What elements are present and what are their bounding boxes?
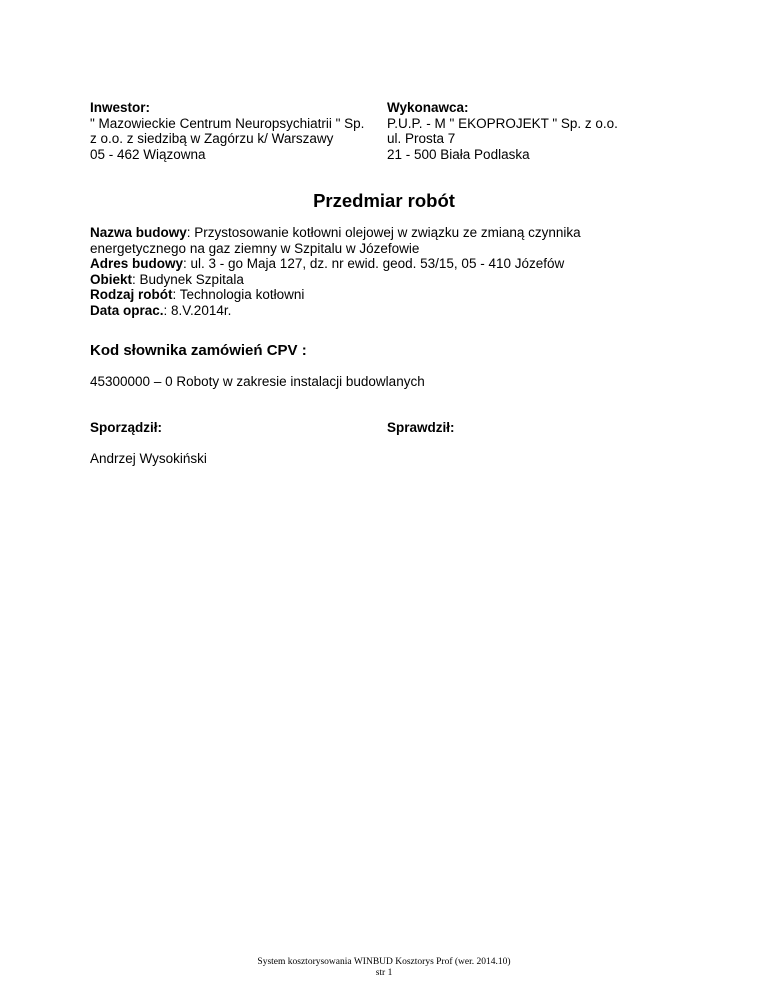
investor-label: Inwestor: bbox=[90, 100, 151, 115]
date-row bbox=[90, 303, 581, 319]
contractor-line: ul. Prosta 7 bbox=[387, 131, 456, 146]
address-value: : ul. 3 - go Maja 127, dz. nr ewid. geod. 53/15, 05 - 410 Józefów bbox=[183, 256, 565, 271]
object-row bbox=[90, 272, 581, 288]
page-footer bbox=[0, 957, 768, 979]
address-row bbox=[90, 256, 581, 272]
footer-page-number: str 1 bbox=[375, 968, 393, 978]
works-type-row bbox=[90, 287, 581, 303]
object-value: : Budynek Szpitala bbox=[132, 271, 244, 287]
construction-name-label: Nazwa budowy bbox=[90, 225, 187, 240]
contractor-label: Wykonawca: bbox=[387, 100, 469, 115]
date-value: : 8.V.2014r. bbox=[163, 302, 232, 318]
prepared-by-label: Sporządził: bbox=[90, 420, 163, 435]
investor-line: 05 - 462 Wiązowna bbox=[90, 146, 206, 162]
construction-name-value: : Przystosowanie kotłowni olejowej w związku ze zmianą czynnika bbox=[186, 225, 581, 240]
works-type-label: Rodzaj robót bbox=[90, 287, 173, 302]
construction-info bbox=[90, 225, 581, 318]
cpv-value: 45300000 – 0 Roboty w zakresie instalacji budowlanych bbox=[90, 374, 425, 389]
date-label: Data oprac. bbox=[90, 302, 164, 318]
investor-line: z o.o. z siedzibą w Zagórzu k/ Warszawy bbox=[90, 131, 334, 146]
cpv-heading: Kod słownika zamówień CPV : bbox=[90, 342, 307, 359]
footer-system-text: System kosztorysowania WINBUD Kosztorys Prof (wer. 2014.10) bbox=[257, 957, 511, 967]
construction-name-row bbox=[90, 225, 581, 241]
investor-block bbox=[90, 100, 364, 162]
contractor-line: P.U.P. - M " EKOPROJEKT " Sp. z o.o. bbox=[387, 115, 618, 131]
construction-name-continuation: energetycznego na gaz ziemny w Szpitalu w Józefowie bbox=[90, 240, 420, 256]
address-label: Adres budowy bbox=[90, 256, 184, 271]
document-title: Przedmiar robót bbox=[313, 190, 455, 211]
contractor-line: 21 - 500 Biała Podlaska bbox=[387, 146, 530, 162]
prepared-by-name: Andrzej Wysokiński bbox=[90, 451, 207, 466]
works-type-value: : Technologia kotłowni bbox=[172, 287, 305, 302]
contractor-block bbox=[387, 100, 618, 162]
checked-by-label: Sprawdził: bbox=[387, 420, 455, 435]
investor-line: " Mazowieckie Centrum Neuropsychiatrii " Sp. bbox=[90, 115, 365, 131]
object-label: Obiekt bbox=[90, 271, 133, 287]
